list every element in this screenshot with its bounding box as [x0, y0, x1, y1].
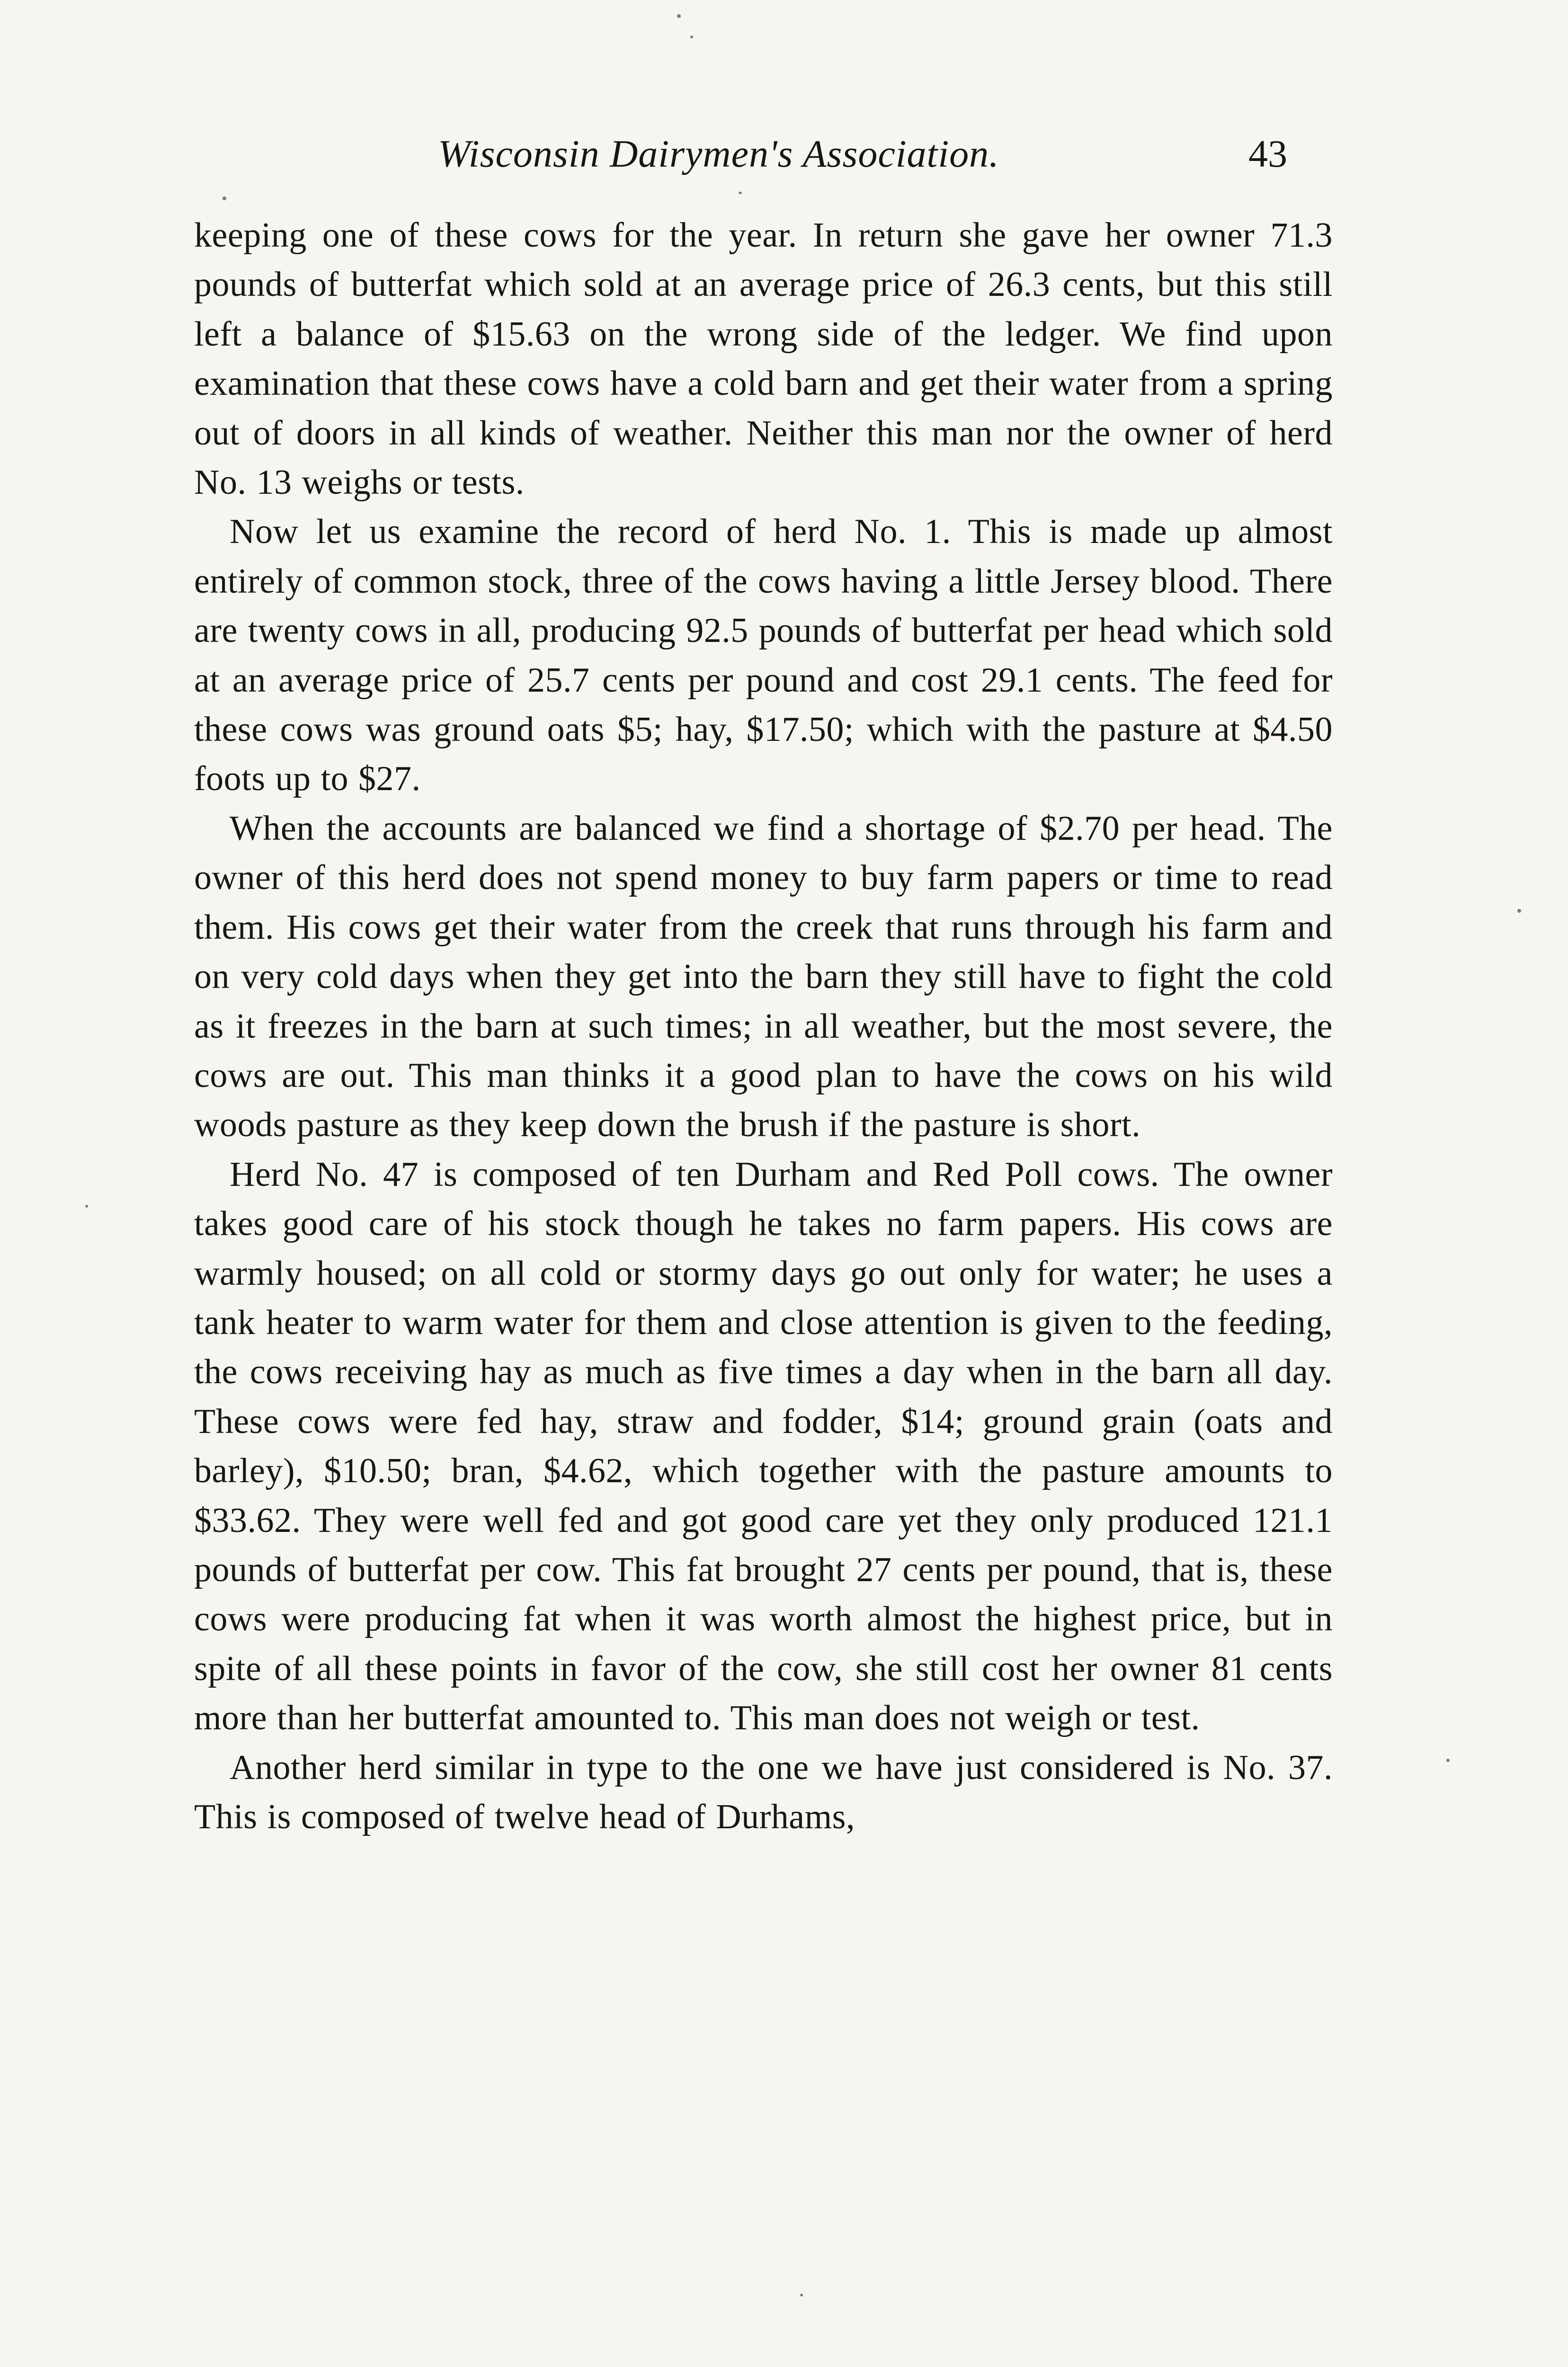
paragraph-herd-37: Another herd similar in type to the one we have just considered is No. 37. This is composed of twelve head of Durhams,: [194, 1748, 1333, 1836]
print-speck: [739, 192, 742, 194]
running-head: [0, 125, 1568, 182]
print-speck: [690, 36, 693, 38]
running-head-title: Wisconsin Dairymen's Association.: [438, 132, 999, 175]
print-speck: [1517, 909, 1521, 913]
print-speck: [800, 2294, 803, 2296]
print-speck: [85, 1205, 88, 1208]
print-speck: [677, 14, 681, 18]
page-number: 43: [1248, 132, 1287, 175]
body-text: [194, 211, 1333, 1842]
paragraph-continued: keeping one of these cows for the year. In return she gave her owner 71.3 pounds of butterfat which sold at an average price of 26.3 cents, but this still left a balance of $15.63 on the wrong side of the ledger. We find upon examination that these cows have a cold barn and get their water from a spring out of doors in all kinds of weather. Neither this man nor the owner of herd No. 13 weighs or tests.: [194, 216, 1333, 502]
paragraph-herd-47: Herd No. 47 is composed of ten Durham and Red Poll cows. The owner takes good care of his stock though he takes no farm papers. His cows are warmly housed; on all cold or stormy days go out only for water; he uses a tank heater to warm water for them and close attention is given to the feeding, the cows receiving hay as much as five times a day when in the barn all day. These cows were fed hay, straw and fodder, $14; ground grain (oats and barley), $10.50; bran, $4.62, which together with the pasture amounts to $33.62. They were well fed and got good care yet they only produced 121.1 pounds of butterfat per cow. This fat brought 27 cents per pound, that is, these cows were producing fat when it was worth almost the highest price, but in spite of all these points in favor of the cow, she still cost her owner 81 cents more than her butterfat amounted to. This man does not weigh or test.: [194, 1155, 1333, 1738]
paragraph-shortage: When the accounts are balanced we find a shortage of $2.70 per head. The owner of this herd does not spend money to buy farm papers or time to read them. His cows get their water from the creek that runs through his farm and on very cold days when they get into the barn they still have to fight the cold as it freezes in the barn at such times; in all weather, but the most severe, the cows are out. This man thinks it a good plan to have the cows on his wild woods pasture as they keep down the brush if the pasture is short.: [194, 809, 1333, 1145]
paragraph-herd-1: Now let us examine the record of herd No. 1. This is made up almost entirely of common stock, three of the cows having a little Jersey blood. There are twenty cows in all, producing 92.5 pounds of butterfat per head which sold at an average price of 25.7 cents per pound and cost 29.1 cents. The feed for these cows was ground oats $5; hay, $17.50; which with the pasture at $4.50 foots up to $27.: [194, 512, 1333, 799]
print-speck: [1446, 1759, 1450, 1762]
print-speck: [223, 196, 226, 200]
